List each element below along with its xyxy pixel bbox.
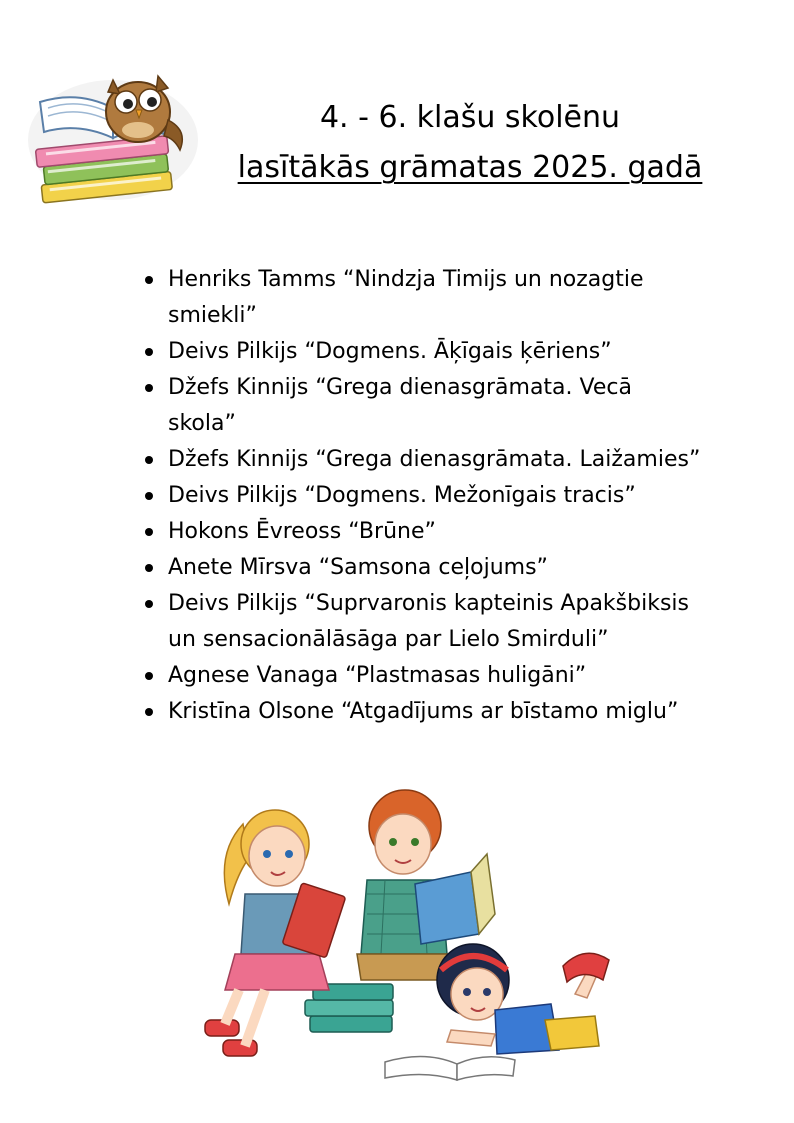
list-item: Deivs Pilkijs “Suprvaronis kapteinis Apakšbiksis un sensacionālāsāga par Lielo Smirduli”	[142, 586, 702, 658]
list-item: Agnese Vanaga “Plastmasas huligāni”	[142, 658, 702, 694]
list-item: Anete Mīrsva “Samsona ceļojums”	[142, 550, 702, 586]
book-list	[142, 262, 702, 730]
list-item: Džefs Kinnijs “Grega dienasgrāmata. Laižamies”	[142, 442, 702, 478]
list-item: Džefs Kinnijs “Grega dienasgrāmata. Vecā skola”	[142, 370, 702, 442]
list-item: Deivs Pilkijs “Dogmens. Mežonīgais tracis”	[142, 478, 702, 514]
list-item: Hokons Ēvreoss “Brūne”	[142, 514, 702, 550]
title-line-2: lasītākās grāmatas 2025. gadā	[237, 150, 703, 185]
list-item: Kristīna Olsone “Atgadījums ar bīstamo miglu”	[142, 694, 702, 730]
list-item: Deivs Pilkijs “Dogmens. Āķīgais ķēriens”	[142, 334, 702, 370]
children-reading-illustration	[195, 784, 615, 1090]
title-line-1: 4. - 6. klašu skolēnu	[319, 100, 621, 135]
list-item: Henriks Tamms “Nindzja Timijs un nozagtie smiekli”	[142, 262, 702, 334]
